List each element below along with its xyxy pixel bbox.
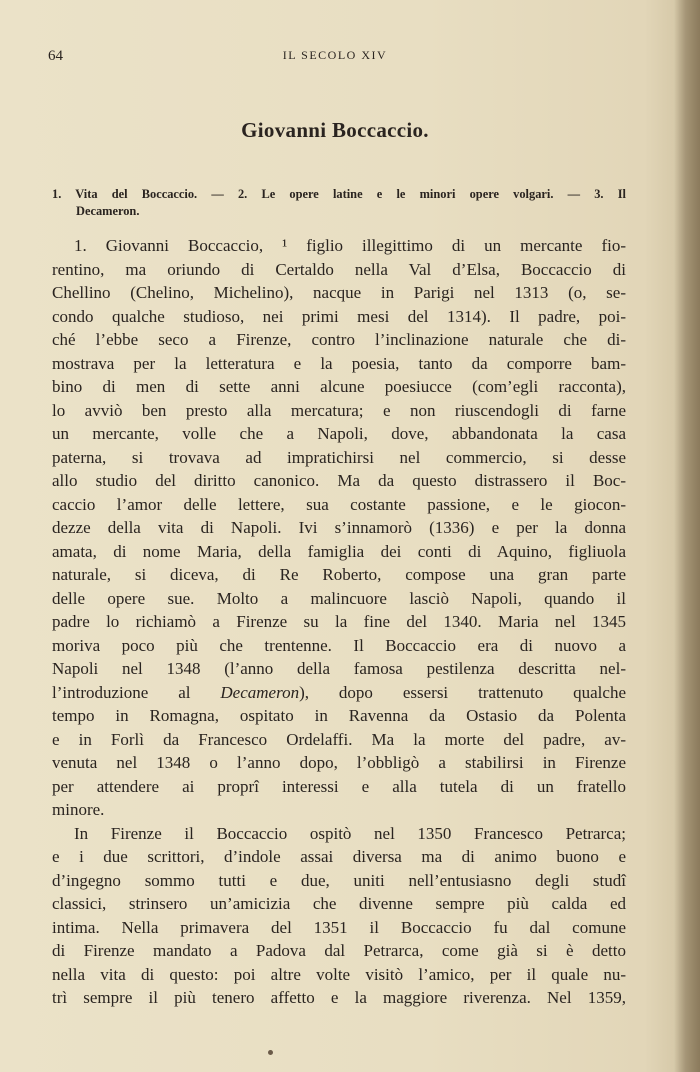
- paragraph-1: [52, 234, 626, 822]
- summary-line: Decameron.: [76, 204, 140, 218]
- text-line: naturale, si diceva, di Re Roberto, compose una gran parte: [52, 565, 626, 584]
- text-line: delle opere sue. Molto a malincuore lasciò Napoli, quando il: [52, 588, 626, 608]
- text-line: lo avviò ben presto alla mercatura; e non riuscendogli di farne: [52, 400, 626, 420]
- chapter-title: Giovanni Boccaccio.: [241, 118, 429, 142]
- text-line: di Firenze mandato a Padova dal Petrarca, come già si è detto: [52, 941, 626, 960]
- text-line: moriva poco più che trentenne. Il Boccaccio era di nuovo a: [52, 635, 626, 655]
- text-line: paterna, si trovava ad impratichirsi nel commercio, si desse: [52, 447, 626, 467]
- text-line: amata, di nome Maria, della famiglia dei conti di Aquino, figliuola: [52, 541, 626, 561]
- text-line: bino di men di sette anni alcune poesiucce (com’egli racconta),: [52, 377, 626, 396]
- chapter-summary: [52, 186, 626, 220]
- text-line: condo qualche studioso, nei primi mesi del 1314). Il padre, poi-: [52, 306, 626, 326]
- text-line: allo studio del diritto canonico. Ma da questo distrassero il Boc-: [52, 471, 626, 490]
- page-number: 64: [48, 48, 63, 64]
- text-line: ché l’ebbe seco a Firenze, contro l’inclinazione naturale che di-: [52, 330, 626, 349]
- text-line: trì sempre il più tenero affetto e la maggiore riverenza. Nel 1359,: [52, 988, 626, 1007]
- text-line: caccio l’amor delle lettere, sua costante passione, e le giocon-: [52, 494, 626, 514]
- page-edge-shadow: [674, 0, 700, 1072]
- ink-spot: [268, 1050, 273, 1055]
- text-line-italic: [52, 681, 626, 705]
- text-fragment: l’introduzione al: [52, 682, 221, 702]
- text-line: e in Forlì da Francesco Ordelaffi. Ma la morte del padre, av-: [52, 729, 626, 749]
- page-header: [48, 48, 622, 68]
- text-fragment: ), dopo essersi trattenuto qualche: [299, 682, 626, 702]
- text-line: padre lo richiamò a Firenze su la fine del 1340. Maria nel 1345: [52, 612, 626, 631]
- text-line: Napoli nel 1348 (l’anno della famosa pestilenza descritta nel-: [52, 659, 626, 678]
- text-line: classici, strinsero un’amicizia che divenne sempre più calda ed: [52, 894, 626, 913]
- text-line: un mercante, volle che a Napoli, dove, abbandonata la casa: [52, 424, 626, 443]
- text-line: In Firenze il Boccaccio ospitò nel 1350 Francesco Petrarca;: [74, 823, 626, 843]
- paragraph-2: [52, 822, 626, 1010]
- italic-title: Decameron: [220, 682, 300, 702]
- text-line: rentino, ma oriundo di Certaldo nella Val d’Elsa, Boccaccio di: [52, 259, 626, 279]
- text-line: 1. Giovanni Boccaccio, ¹ figlio illegittimo di un mercante fio-: [74, 236, 626, 255]
- text-line: nella vita di questo: poi altre volte visitò l’amico, per il quale nu-: [52, 964, 626, 984]
- text-line: Chellino (Chelino, Michelino), nacque in Parigi nel 1313 (o, se-: [52, 283, 626, 302]
- text-line: dezze della vita di Napoli. Ivi s’innamorò (1336) e per la donna: [52, 518, 626, 537]
- text-line: per attendere ai proprî interessi e alla tutela di un fratello: [52, 776, 626, 796]
- text-line: intima. Nella primavera del 1351 il Boccaccio fu dal comune: [52, 917, 626, 937]
- summary-line: 1. Vita del Boccaccio. — 2. Le opere latine e le minori opere volgari. — 3. Il: [52, 187, 626, 201]
- text-line: venuta nel 1348 o l’anno dopo, l’obbligò a stabilirsi in Firenze: [52, 753, 626, 772]
- running-head: IL SECOLO XIV: [282, 48, 388, 62]
- text-line: mostrava per la letteratura e la poesia, tanto da comporre bam-: [52, 353, 626, 373]
- text-line: d’ingegno sommo tutti e due, uniti nell’entusiasno degli studî: [52, 870, 626, 890]
- text-line: e i due scrittori, d’indole assai diversa ma di animo buono e: [52, 847, 626, 866]
- text-line: minore.: [52, 800, 105, 819]
- text-line: tempo in Romagna, ospitato in Ravenna da Ostasio da Polenta: [52, 706, 626, 725]
- body-text: [52, 234, 626, 1010]
